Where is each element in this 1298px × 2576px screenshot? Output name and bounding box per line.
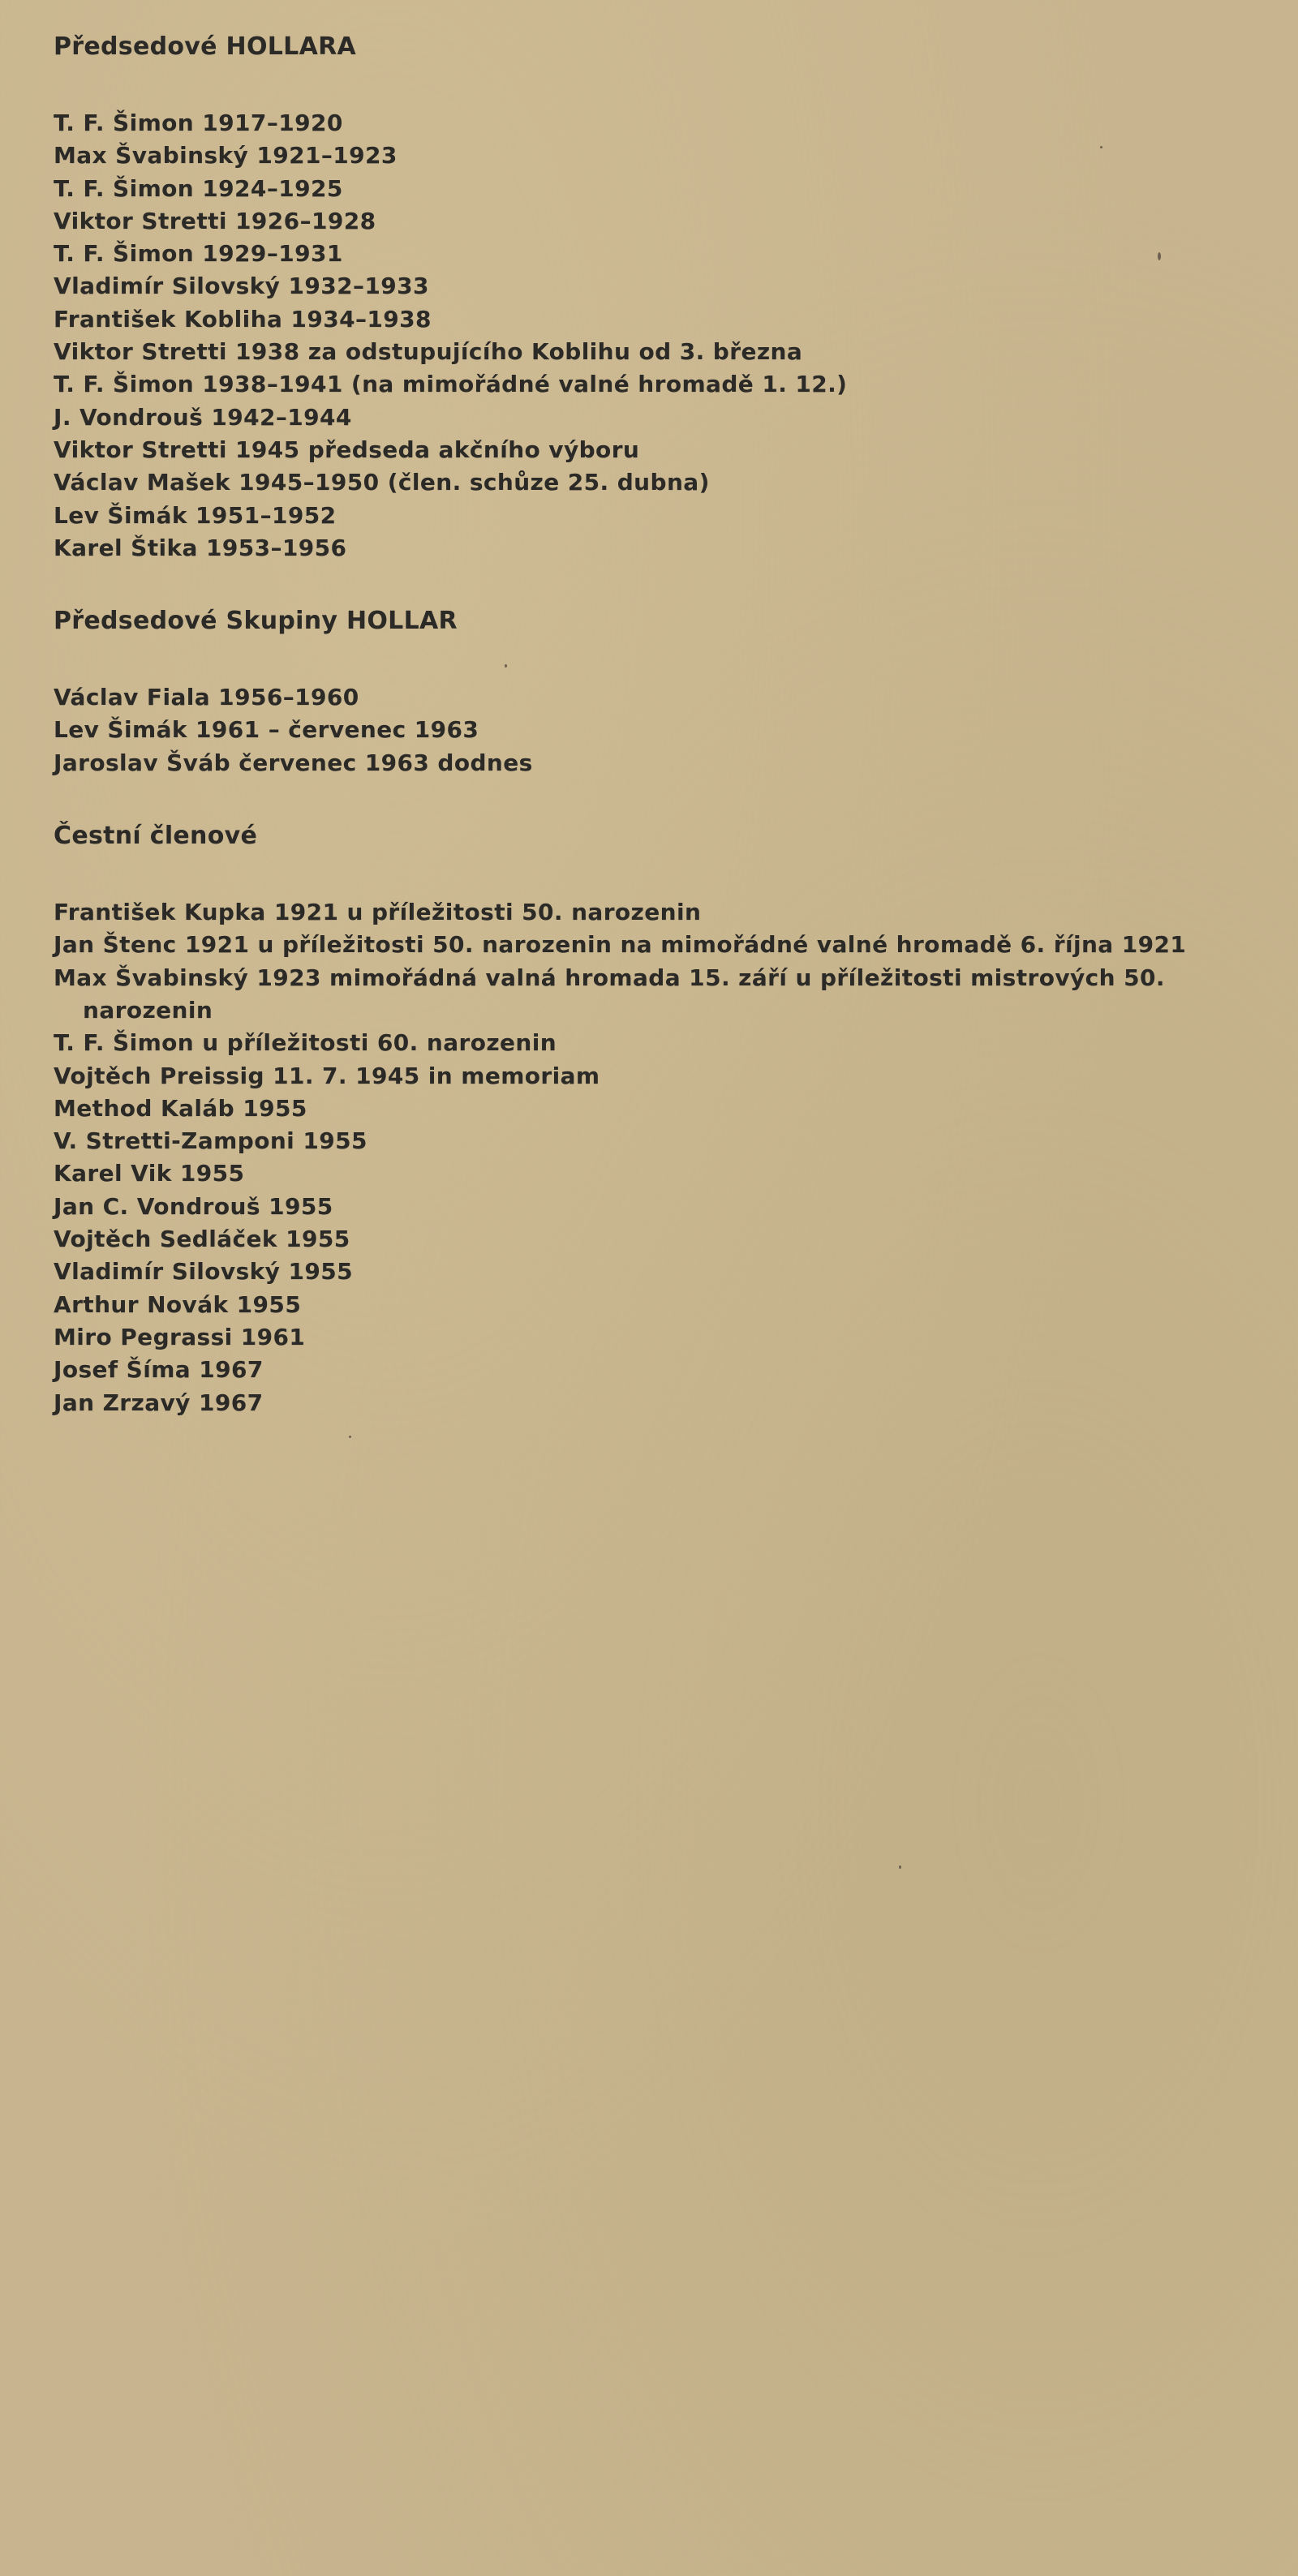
- section-honorary-members: [54, 820, 1287, 1419]
- list-item: Vladimír Silovský 1955: [54, 1258, 353, 1286]
- list-item: Jan Štenc 1921 u příležitosti 50. narozenin na mimořádné valné hromadě 6. října 1921: [54, 931, 1187, 959]
- presidents-hollara-list: [54, 107, 1287, 565]
- list-item: Jaroslav Šváb červenec 1963 dodnes: [54, 749, 533, 776]
- list-item: V. Stretti-Zamponi 1955: [54, 1127, 367, 1155]
- honorary-members-list: [54, 896, 1287, 1419]
- list-item: Miro Pegrassi 1961: [54, 1323, 306, 1350]
- section-presidents-skupiny-hollar: [54, 605, 1287, 779]
- list-item: Viktor Stretti 1938 za odstupujícího Koblihu od 3. března: [54, 338, 803, 366]
- document-page: [54, 31, 1287, 1460]
- paper-speck: [505, 664, 507, 668]
- list-item: T. F. Šimon u příležitosti 60. narozenin: [54, 1029, 557, 1057]
- paper-speck: [899, 1865, 901, 1869]
- section-heading: Předsedové Skupiny HOLLAR: [54, 607, 458, 636]
- list-item: T. F. Šimon 1929–1931: [54, 240, 343, 268]
- list-item: J. Vondrouš 1942–1944: [54, 403, 352, 431]
- list-item: František Kupka 1921 u příležitosti 50. narozenin: [54, 899, 702, 926]
- list-item: Vojtěch Preissig 11. 7. 1945 in memoriam: [54, 1062, 600, 1089]
- paper-speck: [1100, 146, 1102, 148]
- section-heading: Čestní členové: [54, 822, 258, 851]
- list-item: Lev Šimák 1951–1952: [54, 501, 337, 529]
- section-presidents-hollara: [54, 31, 1287, 565]
- list-item: Karel Vik 1955: [54, 1160, 245, 1187]
- list-item: Method Kaláb 1955: [54, 1094, 307, 1122]
- list-item: Karel Štika 1953–1956: [54, 534, 347, 561]
- presidents-skupiny-list: [54, 681, 1287, 779]
- list-item: Arthur Novák 1955: [54, 1290, 302, 1318]
- section-heading: Předsedové HOLLARA: [54, 32, 357, 61]
- list-item: Vladimír Silovský 1932–1933: [54, 273, 429, 300]
- list-item: Václav Mašek 1945–1950 (člen. schůze 25. dubna): [54, 469, 710, 496]
- list-item: Max Švabinský 1921–1923: [54, 142, 398, 170]
- list-item: Jan C. Vondrouš 1955: [54, 1192, 333, 1220]
- list-item: T. F. Šimon 1917–1920: [54, 109, 343, 136]
- list-item: Viktor Stretti 1945 předseda akčního výboru: [54, 436, 640, 463]
- list-item: T. F. Šimon 1924–1925: [54, 174, 343, 202]
- list-item: Václav Fiala 1956–1960: [54, 684, 359, 711]
- list-item: Viktor Stretti 1926–1928: [54, 207, 376, 234]
- list-item: Lev Šimák 1961 – červenec 1963: [54, 716, 479, 744]
- paper-speck: [1158, 252, 1161, 260]
- list-item: Vojtěch Sedláček 1955: [54, 1226, 350, 1253]
- paper-speck: [349, 1436, 351, 1438]
- list-item: T. F. Šimon 1938–1941 (na mimořádné valné hromadě 1. 12.): [54, 371, 848, 398]
- list-item: Jan Zrzavý 1967: [54, 1389, 264, 1416]
- list-item: Max Švabinský 1923 mimořádná valná hromada 15. září u příležitosti mistrových 50. narozenin: [54, 964, 1165, 1024]
- list-item: František Kobliha 1934–1938: [54, 305, 432, 333]
- list-item: Josef Šíma 1967: [54, 1356, 264, 1384]
